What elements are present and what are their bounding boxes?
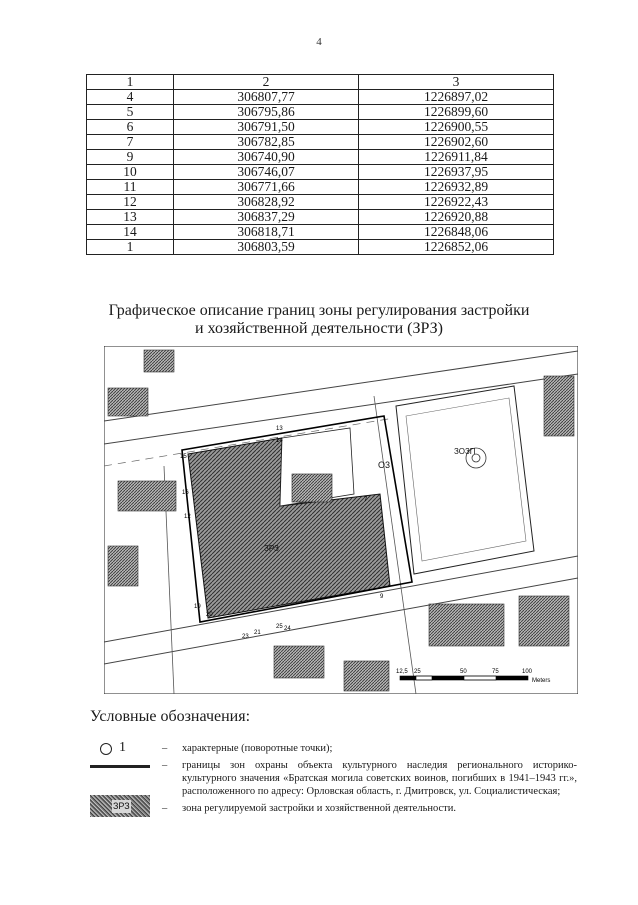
table-row [87,165,554,180]
y-coordinate-cell: 1226848,06 [359,225,554,240]
point-number-cell: 11 [87,180,174,195]
table-row [87,120,554,135]
point-number-cell: 6 [87,120,174,135]
x-coordinate-cell: 306828,92 [174,195,359,210]
caption-line: Графическое описание границ зоны регулирования застройки [108,302,530,319]
y-coordinate-cell: 1226932,89 [359,180,554,195]
point-label: 12 [184,514,191,520]
table-row [87,195,554,210]
scale-tick-label: 25 [414,669,421,675]
building [544,376,574,436]
point-label: 16 [182,490,189,496]
table-row [87,210,554,225]
building [144,350,174,372]
building [274,646,324,678]
caption-line: и хозяйственной деятельности (ЗРЗ) [195,320,443,337]
point-label: 24 [284,626,291,632]
scale-tick-label: 100 [522,669,533,675]
y-coordinate-cell: 1226920,88 [359,210,554,225]
x-coordinate-cell: 306818,71 [174,225,359,240]
point-number-cell: 9 [87,150,174,165]
zone-label-zrz: ЗРЗ [264,544,279,553]
point-label: 25 [276,624,283,630]
scale-tick-label: 75 [492,669,499,675]
header-cell: 3 [359,75,554,90]
point-number-cell: 4 [87,90,174,105]
point-label: 13 [276,426,283,432]
y-coordinate-cell: 1226900,55 [359,120,554,135]
x-coordinate-cell: 306807,77 [174,90,359,105]
legend-dash: – [162,760,168,771]
point-label: 19 [194,604,201,610]
legend-symbol [90,759,150,781]
table-row [87,240,554,255]
zone-label-o3: О3 [378,460,391,470]
x-coordinate-cell: 306782,85 [174,135,359,150]
table-row [87,180,554,195]
x-coordinate-cell: 306791,50 [174,120,359,135]
building [108,546,138,586]
zone-map [104,346,578,694]
legend-dash: – [162,803,168,814]
header-cell: 1 [87,75,174,90]
y-coordinate-cell: 1226899,60 [359,105,554,120]
y-coordinate-cell: 1226852,06 [359,240,554,255]
point-number-cell: 1 [87,240,174,255]
y-coordinate-cell: 1226902,60 [359,135,554,150]
point-label: 23 [242,634,249,640]
point-label: 14 [276,438,283,444]
x-coordinate-cell: 306803,59 [174,240,359,255]
building [344,661,389,691]
point-number-cell: 12 [87,195,174,210]
x-coordinate-cell: 306795,86 [174,105,359,120]
scale-tick-label: 50 [460,669,467,675]
point-number-cell: 14 [87,225,174,240]
point-label: 20 [206,612,213,618]
point-number-cell: 10 [87,165,174,180]
legend-dash: – [162,743,168,754]
point-number-cell: 13 [87,210,174,225]
scale-unit-label: Meters [532,678,551,684]
x-coordinate-cell: 306837,29 [174,210,359,225]
monument-site [292,474,332,502]
zrz-label: ЗРЗ [113,801,130,811]
y-coordinate-cell: 1226922,43 [359,195,554,210]
map-caption [0,302,638,338]
point-label: 21 [254,630,261,636]
table-row [87,150,554,165]
legend-title: Условные обозначения: [90,708,251,725]
building [108,388,148,416]
scale-tick-label: 12,5 [396,669,408,675]
zone-label-zoo: ЗОЗП [454,447,476,456]
point-number-cell: 7 [87,135,174,150]
coordinates-table [86,74,554,255]
table-row [87,105,554,120]
y-coordinate-cell: 1226911,84 [359,150,554,165]
y-coordinate-cell: 1226937,95 [359,165,554,180]
legend-text: зона регулируемой застройки и хозяйственной деятельности. [182,803,456,814]
x-coordinate-cell: 306771,66 [174,180,359,195]
x-coordinate-cell: 306740,90 [174,150,359,165]
turning-point-icon [100,743,112,755]
building [118,481,176,511]
building [519,596,569,646]
table-row [87,225,554,240]
y-coordinate-cell: 1226897,02 [359,90,554,105]
boundary-line-icon [90,765,150,768]
building [429,604,504,646]
table-row [87,90,554,105]
x-coordinate-cell: 306746,07 [174,165,359,180]
legend-text: границы зон охраны объекта культурного наследия регионального историко-культурного значения «Братская могила советских воинов, погибших в 1941–1943 гг.», расположенного по адресу: Орловская область, г. Дмитровск, ул. Социалистическая; [182,760,577,797]
legend-text: характерные (поворотные точки); [182,743,333,754]
table-row [87,135,554,150]
table-header-row [87,75,554,90]
legend-symbol [90,795,150,817]
turning-point-number: 1 [119,740,126,755]
point-label: 15 [180,454,187,460]
point-label: 7 [364,497,368,503]
page-number: 4 [316,36,322,48]
header-cell: 2 [174,75,359,90]
point-label: 9 [380,594,384,600]
point-number-cell: 5 [87,105,174,120]
